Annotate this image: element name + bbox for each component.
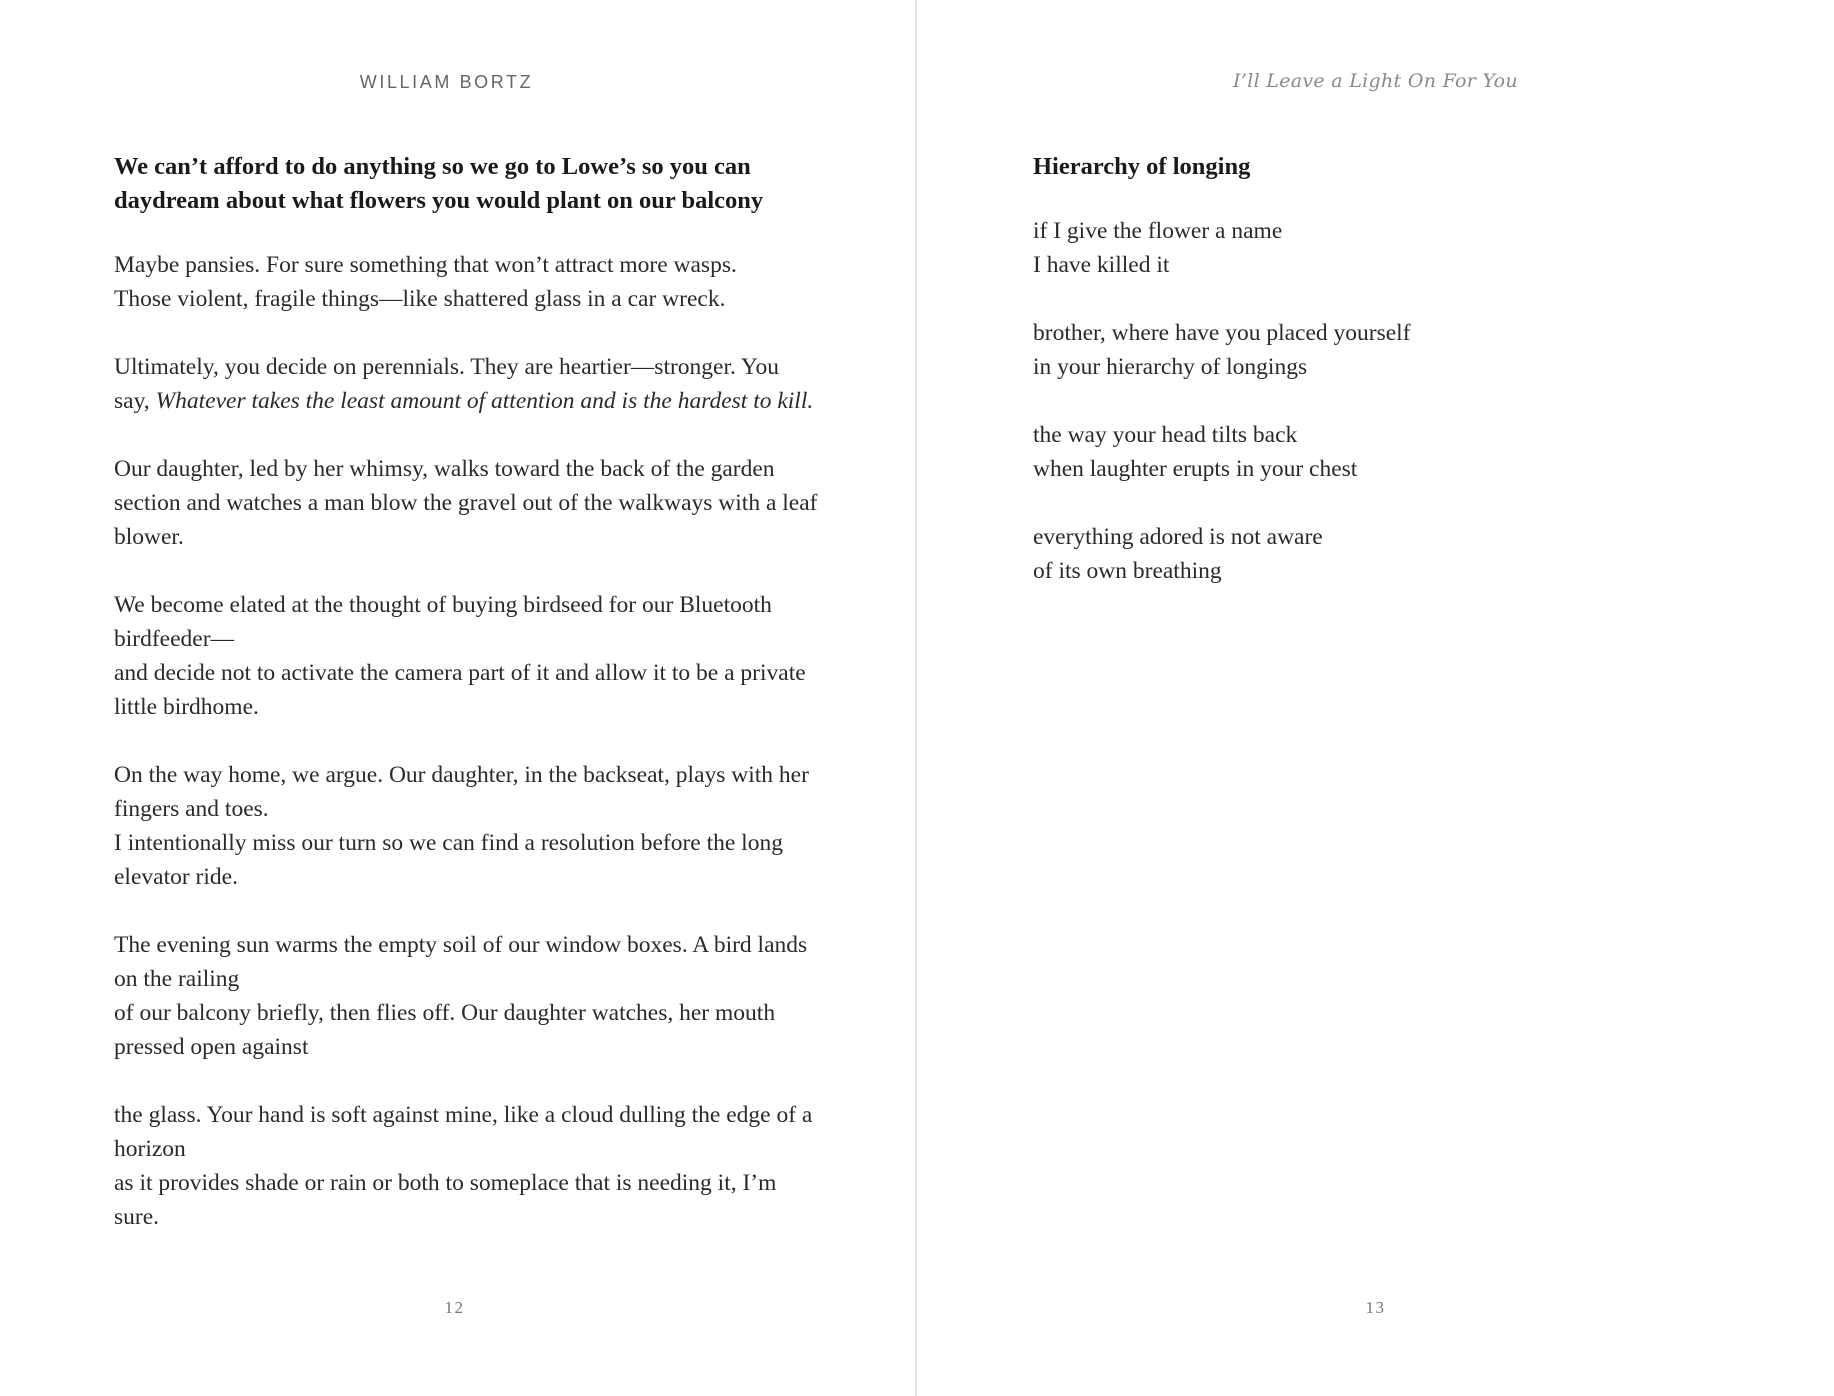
quote-lead: say,	[114, 388, 156, 414]
poem-line: the glass. Your hand is soft against mine, like a cloud dulling the edge of a	[114, 1102, 813, 1128]
stanza	[1033, 316, 1733, 384]
stanza	[1033, 418, 1733, 486]
poem-line: sure.	[114, 1204, 160, 1230]
poem-body	[114, 248, 818, 1268]
poem-line: Those violent, fragile things—like shattered glass in a car wreck.	[114, 286, 726, 312]
poem-line: of our balcony briefly, then flies off. Our daughter watches, her mouth	[114, 1000, 776, 1026]
stanza	[114, 1098, 814, 1234]
poem-line-with-quote	[114, 384, 814, 418]
poem-line: The evening sun warms the empty soil of our window boxes. A bird lands	[114, 932, 808, 958]
stanza	[114, 350, 814, 418]
right-page	[917, 0, 1834, 1396]
title-line: daydream about what flowers you would plant on our balcony	[114, 187, 764, 214]
poem-line: everything adored is not aware	[1033, 524, 1323, 550]
poem-line: I have killed it	[1033, 252, 1170, 278]
poem-line: fingers and toes.	[114, 796, 269, 822]
poem-line: Our daughter, led by her whimsy, walks toward the back of the garden	[114, 456, 775, 482]
poem-line: horizon	[114, 1136, 186, 1162]
left-page	[0, 0, 915, 1396]
stanza	[114, 588, 814, 724]
poem-title	[114, 150, 814, 218]
running-head-author: WILLIAM BORTZ	[359, 72, 534, 92]
poem-line: and decide not to activate the camera part of it and allow it to be a private	[114, 660, 806, 686]
poem-line: the way your head tilts back	[1033, 422, 1298, 448]
poem-line: in your hierarchy of longings	[1033, 354, 1308, 380]
stanza	[114, 452, 818, 554]
poem-line: I intentionally miss our turn so we can find a resolution before the long	[114, 830, 783, 856]
poem-line: On the way home, we argue. Our daughter, in the backseat, plays with her	[114, 762, 809, 788]
poem-line: blower.	[114, 524, 184, 550]
stanza	[1033, 520, 1733, 588]
poem-line: elevator ride.	[114, 864, 238, 890]
poem-body	[1033, 214, 1733, 622]
poem-line: when laughter erupts in your chest	[1033, 456, 1358, 482]
poem-line: Ultimately, you decide on perennials. They are heartier—stronger. You	[114, 354, 779, 380]
running-head-book-title: I’ll Leave a Light On For You	[1233, 70, 1518, 92]
italic-quote: Whatever takes the least amount of attention and is the hardest to kill.	[155, 388, 814, 414]
poem-line: section and watches a man blow the gravel out of the walkways with a leaf	[114, 490, 818, 516]
poem-line: little birdhome.	[114, 694, 259, 720]
poem-line: brother, where have you placed yourself	[1033, 320, 1411, 346]
poem-line: birdfeeder—	[114, 626, 235, 652]
page-number: 12	[444, 1298, 465, 1317]
poem-line: pressed open against	[114, 1034, 309, 1060]
poem-title: Hierarchy of longing	[1033, 153, 1251, 180]
stanza	[1033, 214, 1733, 282]
poem-line: on the railing	[114, 966, 240, 992]
poem-line: of its own breathing	[1033, 558, 1222, 584]
title-line: We can’t afford to do anything so we go to Lowe’s so you can	[114, 153, 751, 180]
stanza	[114, 758, 814, 894]
poem-line: Maybe pansies. For sure something that won’t attract more wasps.	[114, 252, 737, 278]
poem-line: as it provides shade or rain or both to someplace that is needing it, I’m	[114, 1170, 777, 1196]
poem-line: if I give the flower a name	[1033, 218, 1283, 244]
page-number: 13	[1365, 1298, 1386, 1317]
poem-line: We become elated at the thought of buying birdseed for our Bluetooth	[114, 592, 772, 618]
stanza	[114, 248, 814, 316]
stanza	[114, 928, 814, 1064]
